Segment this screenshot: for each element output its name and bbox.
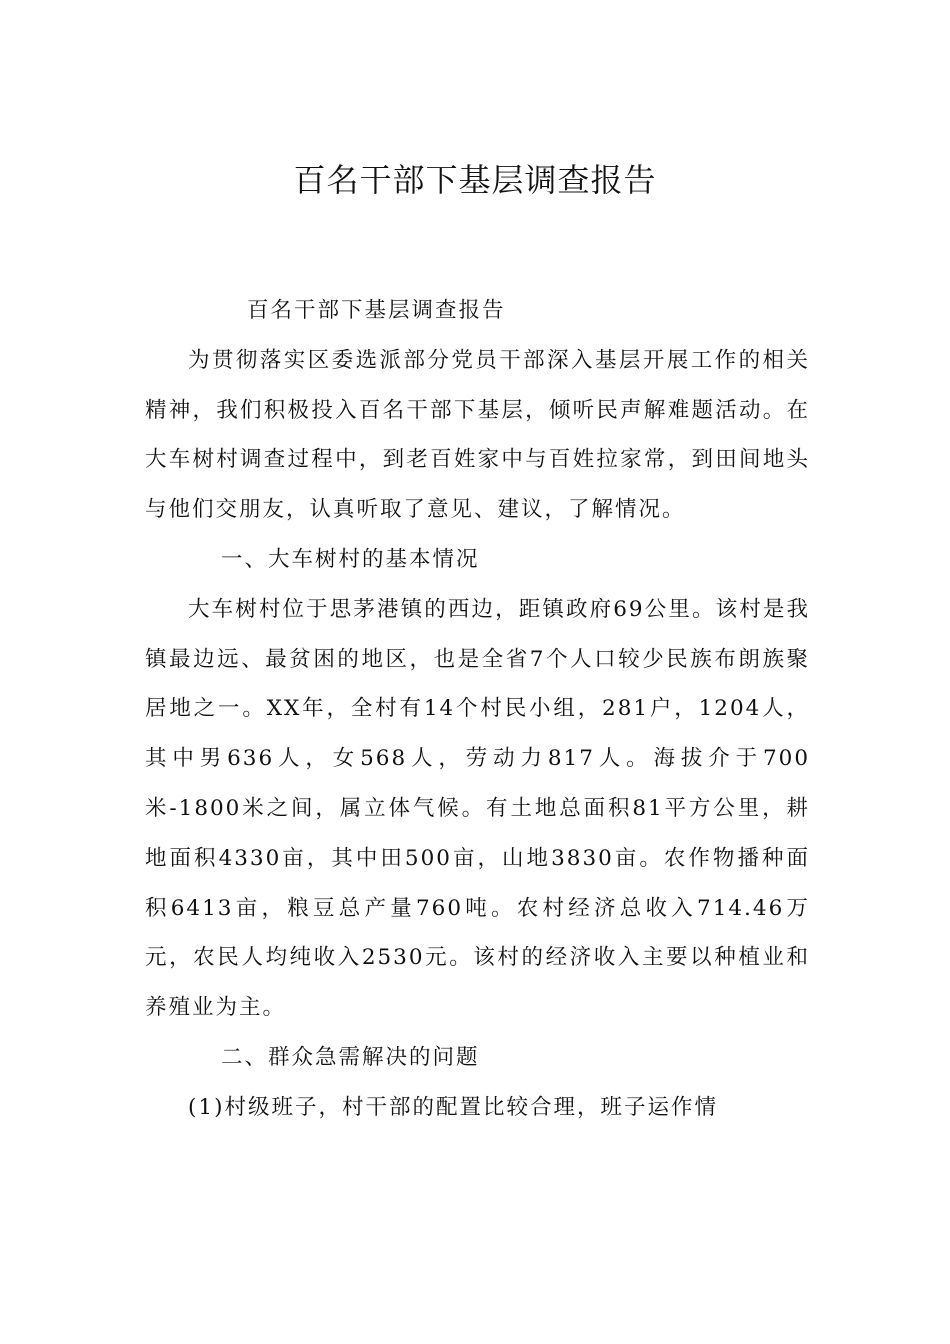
document-title: 百名干部下基层调查报告 <box>293 161 657 199</box>
document-body <box>145 286 810 1133</box>
basic-info-paragraph: 大车树村位于思茅港镇的西边，距镇政府69公里。该村是我镇最边远、最贫困的地区，也是全省7个人口较少民族布朗族聚居地之一。XX年，全村有14个村民小组，281户，1204人，其中男636人，女568人，劳动力817人。海拔介于700米-1800米之间，属立体气候。有土地总面积81平方公里，耕地面积4330亩，其中田500亩，山地3830亩。农作物播种面积6413亩，粮豆总产量760吨。农村经济总收入714.46万元，农民人均纯收入2530元。该村的经济收入主要以种植业和养殖业为主。 <box>145 596 810 1021</box>
document-subtitle: 百名干部下基层调查报告 <box>247 298 506 323</box>
intro-paragraph: 为贯彻落实区委选派部分党员干部深入基层开展工作的相关精神，我们积极投入百名干部下基层，倾听民声解难题活动。在大车树村调查过程中，到老百姓家中与百姓拉家常，到田间地头与他们交朋友，认真听取了意见、建议，了解情况。 <box>145 347 810 523</box>
section-heading-problems: 二、群众急需解决的问题 <box>221 1044 480 1070</box>
problem-item-1: (1)村级班子，村干部的配置比较合理，班子运作情 <box>188 1094 718 1120</box>
section-heading-basic-info: 一、大车树村的基本情况 <box>221 546 480 572</box>
